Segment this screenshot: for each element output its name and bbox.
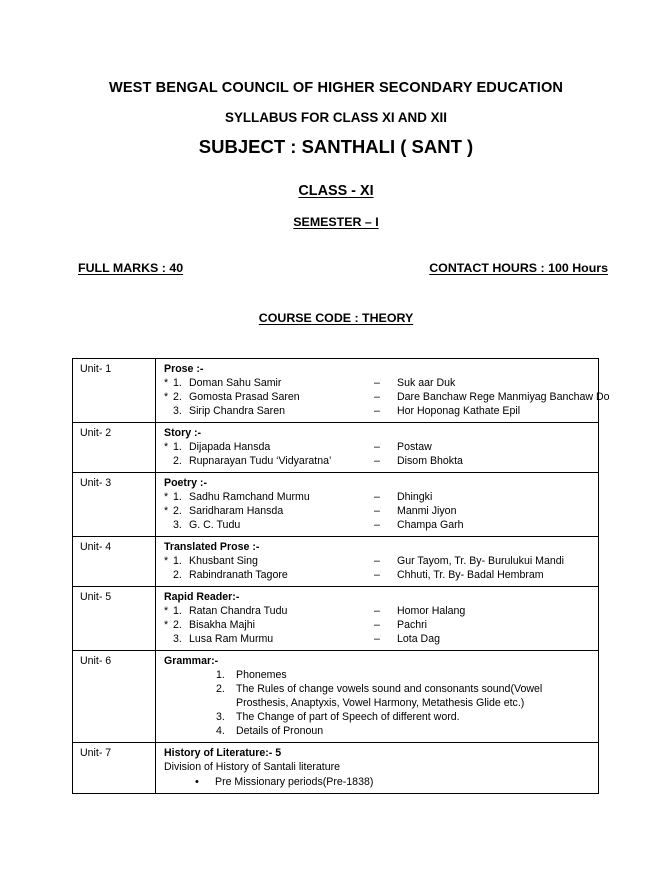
work-title: Suk aar Duk xyxy=(397,377,456,389)
work-number: 3. xyxy=(173,519,182,531)
asterisk-marker: * xyxy=(164,605,169,617)
unit-label: Unit- 2 xyxy=(73,423,156,473)
table-row xyxy=(73,537,599,587)
work-author: Sadhu Ramchand Murmu xyxy=(189,491,310,503)
work-title: Lota Dag xyxy=(397,633,440,645)
work-title: Pachri xyxy=(397,619,428,631)
unit-category-heading: Poetry :- xyxy=(164,477,207,489)
unit-category-heading: Story :- xyxy=(164,427,202,439)
unit-category-heading: Prose :- xyxy=(164,363,204,375)
work-number: 2. xyxy=(173,569,182,581)
work-entry xyxy=(164,454,594,468)
work-entry xyxy=(164,554,594,568)
work-title: Postaw xyxy=(397,441,432,453)
full-marks xyxy=(78,261,183,275)
work-dash-separator: – xyxy=(374,391,380,403)
work-dash-separator: – xyxy=(374,633,380,645)
unit-category-heading: History of Literature:- 5 xyxy=(164,747,282,759)
asterisk-marker: * xyxy=(164,505,169,517)
table-row xyxy=(73,473,599,537)
work-title: Dhingki xyxy=(397,491,433,503)
work-author: Lusa Ram Murmu xyxy=(189,633,274,645)
syllabus-table-body xyxy=(73,359,610,794)
work-dash-separator: – xyxy=(374,619,380,631)
work-author: Dijapada Hansda xyxy=(189,441,271,453)
work-dash-separator: – xyxy=(374,455,380,467)
asterisk-marker: * xyxy=(164,441,169,453)
contact-hours-text: CONTACT HOURS : 100 Hours xyxy=(429,261,608,275)
work-author: Gomosta Prasad Saren xyxy=(189,391,300,403)
work-number: 2. xyxy=(173,619,182,631)
work-number: 1. xyxy=(173,441,182,453)
work-number: 3. xyxy=(173,633,182,645)
work-author: G. C. Tudu xyxy=(189,519,241,531)
work-dash-separator: – xyxy=(374,405,380,417)
course-code-text: COURSE CODE : THEORY xyxy=(258,311,414,325)
unit-content xyxy=(156,651,599,743)
unit-content xyxy=(156,743,599,794)
grammar-item-text: Phonemes xyxy=(236,669,287,681)
table-row xyxy=(73,359,599,423)
work-author: Khusbant Sing xyxy=(189,555,258,567)
course-code xyxy=(36,311,636,325)
unit-content xyxy=(156,587,599,651)
unit-content xyxy=(156,423,599,473)
work-title: Hor Hoponag Kathate Epil xyxy=(397,405,521,417)
work-dash-separator: – xyxy=(374,441,380,453)
work-author: Doman Sahu Samir xyxy=(189,377,282,389)
work-entry xyxy=(164,518,594,532)
work-title: Chhuti, Tr. By- Badal Hembram xyxy=(397,569,544,581)
unit-label: Unit- 5 xyxy=(73,587,156,651)
work-dash-separator: – xyxy=(374,491,380,503)
work-author: Bisakha Majhi xyxy=(189,619,255,631)
asterisk-marker: * xyxy=(164,491,169,503)
syllabus-table xyxy=(72,358,610,794)
work-entry xyxy=(164,604,594,618)
unit-category-heading: Translated Prose :- xyxy=(164,541,260,553)
work-title: Manmi Jiyon xyxy=(397,505,457,517)
grammar-item xyxy=(164,682,594,696)
contact-hours xyxy=(429,261,608,275)
work-title: Dare Banchaw Rege Manmiyag Banchaw Do xyxy=(397,391,610,403)
work-title: Homor Halang xyxy=(397,605,466,617)
unit-content xyxy=(156,473,599,537)
page-heading-syllabus: SYLLABUS FOR CLASS XI AND XII xyxy=(225,110,447,125)
class-label-text: CLASS - XI xyxy=(298,183,374,199)
grammar-item-number: 2. xyxy=(216,683,225,695)
work-entry xyxy=(164,504,594,518)
work-author: Rupnarayan Tudu ‘Vidyaratna’ xyxy=(189,455,332,467)
grammar-item xyxy=(164,668,594,682)
grammar-item-text: The Change of part of Speech of different word. xyxy=(236,711,460,723)
work-entry xyxy=(164,568,594,582)
table-row xyxy=(73,423,599,473)
grammar-item-number: 1. xyxy=(216,669,225,681)
work-number: 3. xyxy=(173,405,182,417)
page-heading-subject: SUBJECT : SANTHALI ( SANT ) xyxy=(198,136,474,157)
unit-label: Unit- 7 xyxy=(73,743,156,794)
semester-label xyxy=(36,215,636,229)
grammar-item xyxy=(164,710,594,724)
unit-category-heading: Grammar:- xyxy=(164,655,219,667)
unit-content xyxy=(156,537,599,587)
full-marks-text: FULL MARKS : 40 xyxy=(78,261,184,275)
table-row xyxy=(73,651,599,743)
asterisk-marker: * xyxy=(164,555,169,567)
work-author: Rabindranath Tagore xyxy=(189,569,288,581)
work-title: Disom Bhokta xyxy=(397,455,463,467)
work-dash-separator: – xyxy=(374,569,380,581)
work-dash-separator: – xyxy=(374,519,380,531)
work-number: 2. xyxy=(173,391,182,403)
work-dash-separator: – xyxy=(374,555,380,567)
work-entry xyxy=(164,632,594,646)
unit-label: Unit- 3 xyxy=(73,473,156,537)
table-row xyxy=(73,743,599,794)
page-heading-council: WEST BENGAL COUNCIL OF HIGHER SECONDARY EDUCATION xyxy=(108,80,564,96)
class-label xyxy=(36,183,636,199)
work-number: 1. xyxy=(173,377,182,389)
unit-label: Unit- 1 xyxy=(73,359,156,423)
grammar-item xyxy=(164,724,594,738)
work-entry xyxy=(164,490,594,504)
table-row xyxy=(73,587,599,651)
grammar-item-number: 4. xyxy=(216,725,225,737)
work-dash-separator: – xyxy=(374,377,380,389)
asterisk-marker: * xyxy=(164,377,169,389)
unit-label: Unit- 4 xyxy=(73,537,156,587)
work-author: Sirip Chandra Saren xyxy=(189,405,285,417)
grammar-item-continuation: Prosthesis, Anaptyxis, Vowel Harmony, Metathesis Glide etc.) xyxy=(236,697,525,709)
asterisk-marker: * xyxy=(164,619,169,631)
work-dash-separator: – xyxy=(374,505,380,517)
work-entry xyxy=(164,404,594,418)
work-dash-separator: – xyxy=(374,605,380,617)
history-division-line: Division of History of Santali literature xyxy=(164,761,341,773)
unit-label: Unit- 6 xyxy=(73,651,156,743)
work-number: 2. xyxy=(173,505,182,517)
work-number: 2. xyxy=(173,455,182,467)
work-author: Ratan Chandra Tudu xyxy=(189,605,288,617)
work-author: Saridharam Hansda xyxy=(189,505,284,517)
work-entry xyxy=(164,618,594,632)
work-title: Champa Garh xyxy=(397,519,464,531)
bullet-marker-icon: • xyxy=(195,776,199,788)
work-entry xyxy=(164,390,610,404)
work-number: 1. xyxy=(173,605,182,617)
grammar-item-text: The Rules of change vowels sound and consonants sound(Vowel xyxy=(236,683,543,695)
work-number: 1. xyxy=(173,555,182,567)
unit-category-heading: Rapid Reader:- xyxy=(164,591,240,603)
bullet-item-text: Pre Missionary periods(Pre-1838) xyxy=(215,776,374,788)
semester-label-text: SEMESTER – I xyxy=(293,215,379,229)
grammar-item-number: 3. xyxy=(216,711,225,723)
grammar-item-text: Details of Pronoun xyxy=(236,725,324,737)
bullet-item xyxy=(164,775,594,789)
unit-content xyxy=(156,359,610,423)
work-title: Gur Tayom, Tr. By- Burulukui Mandi xyxy=(397,555,565,567)
asterisk-marker: * xyxy=(164,391,169,403)
work-entry xyxy=(164,440,594,454)
work-entry xyxy=(164,376,594,390)
work-number: 1. xyxy=(173,491,182,503)
